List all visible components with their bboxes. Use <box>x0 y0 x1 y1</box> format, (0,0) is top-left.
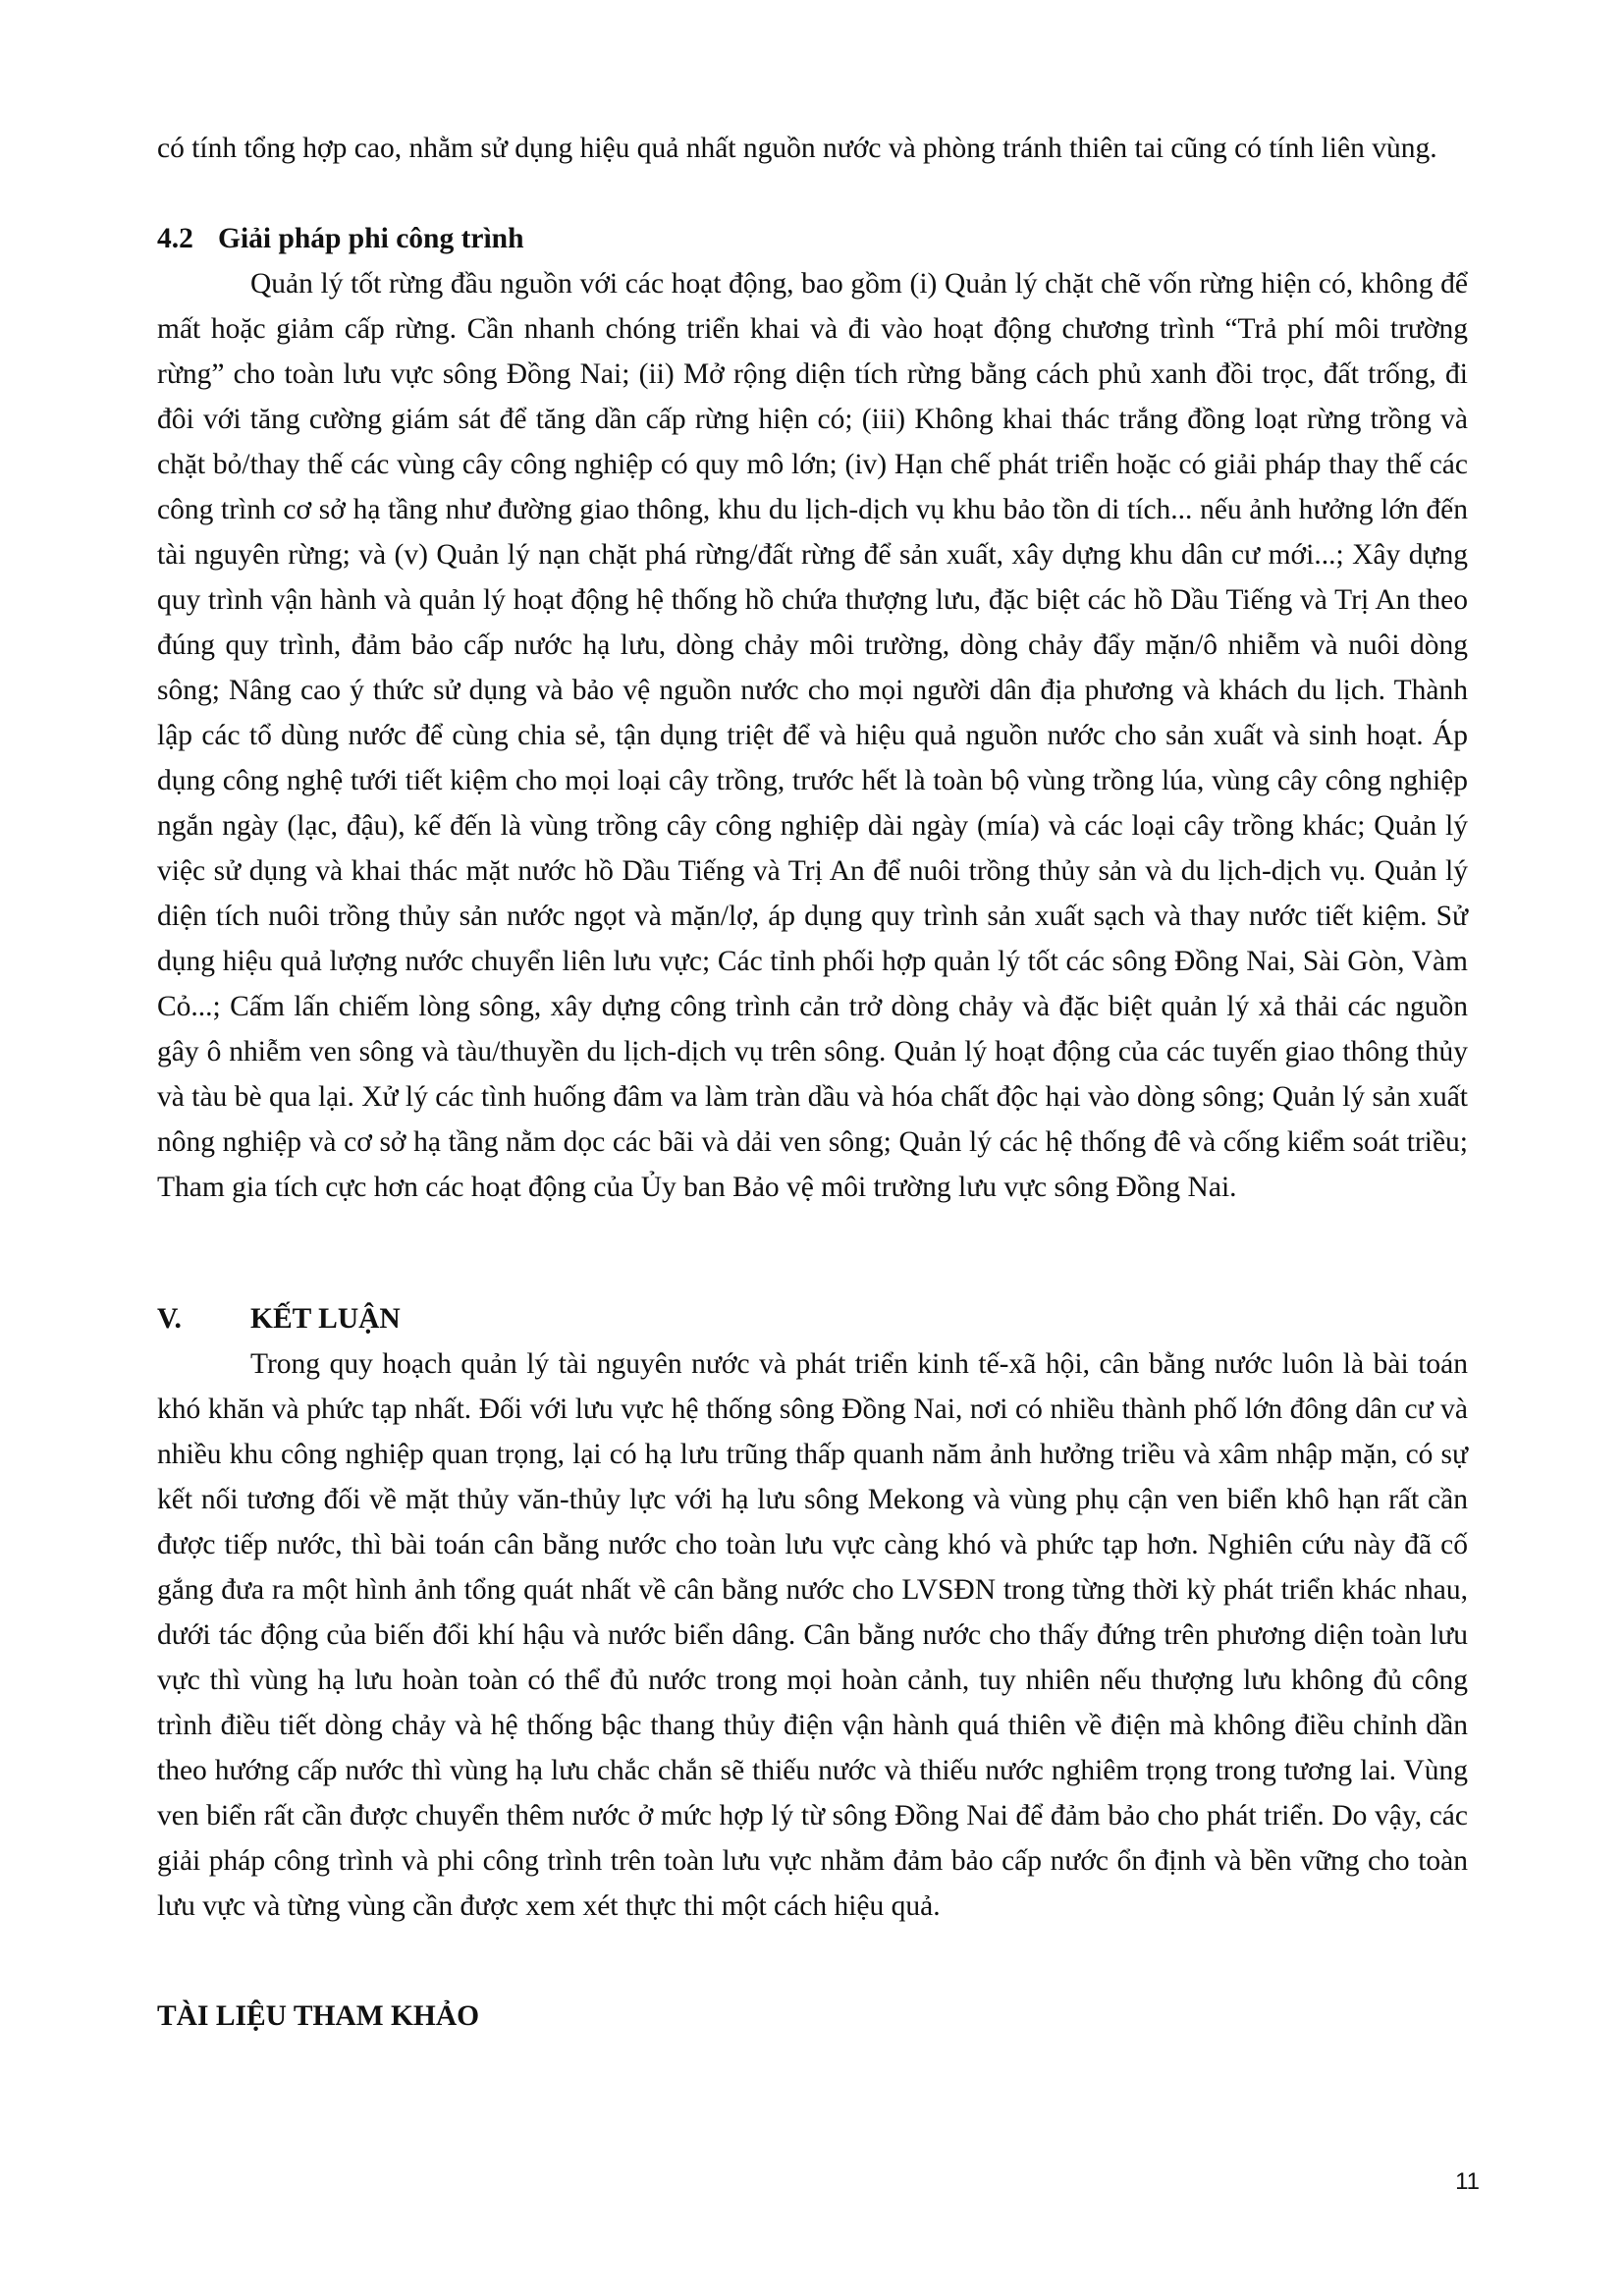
page-number: 11 <box>1455 2168 1480 2195</box>
section-v-block <box>157 1341 1468 1929</box>
intro-paragraph: có tính tổng hợp cao, nhằm sử dụng hiệu quả nhất nguồn nước và phòng tránh thiên tai cũng có tính liên vùng. <box>157 133 1437 164</box>
section-v-number: V. <box>157 1303 182 1335</box>
references-heading: TÀI LIỆU THAM KHẢO <box>157 2000 480 2032</box>
section-4-2-heading <box>157 216 524 261</box>
section-v-title: KẾT LUẬN <box>250 1303 401 1335</box>
section-4-2-block <box>157 261 1468 1210</box>
section-4-2-paragraph: Quản lý tốt rừng đầu nguồn với các hoạt động, bao gồm (i) Quản lý chặt chẽ vốn rừng hiện có, không để mất hoặc giảm cấp rừng. Cần nhanh chóng triển khai và đi vào hoạt động chương trình “Trả phí môi trường rừng” cho toàn lưu vực sông Đồng Nai; (ii) Mở rộng diện tích rừng bằng cách phủ xanh đồi trọc, đất trống, đi đôi với tăng cường giám sát để tăng dần cấp rừng hiện có; (iii) Không khai thác trắng đồng loạt rừng trồng và chặt bỏ/thay thế các vùng cây công nghiệp có quy mô lớn; (iv) Hạn chế phát triển hoặc có giải pháp thay thế các công trình cơ sở hạ tầng như đường giao thông, khu du lịch-dịch vụ khu bảo tồn di tích... nếu ảnh hưởng lớn đến tài nguyên rừng; và (v) Quản lý nạn chặt phá rừng/đất rừng để sản xuất, xây dựng khu dân cư mới...; Xây dựng quy trình vận hành và quản lý hoạt động hệ thống hồ chứa thượng lưu, đặc biệt các hồ Dầu Tiếng và Trị An theo đúng quy trình, đảm bảo cấp nước hạ lưu, dòng chảy môi trường, dòng chảy đẩy mặn/ô nhiễm và nuôi dòng sông; Nâng cao ý thức sử dụng và bảo vệ nguồn nước cho mọi người dân địa phương và khách du lịch. Thành lập các tổ dùng nước để cùng chia sẻ, tận dụng triệt để và hiệu quả nguồn nước cho sản xuất và sinh hoạt. Áp dụng công nghệ tưới tiết kiệm cho mọi loại cây trồng, trước hết là toàn bộ vùng trồng lúa, vùng cây công nghiệp ngắn ngày (lạc, đậu), kế đến là vùng trồng cây công nghiệp dài ngày (mía) và các loại cây trồng khác; Quản lý việc sử dụng và khai thác mặt nước hồ Dầu Tiếng và Trị An để nuôi trồng thủy sản và du lịch-dịch vụ. Quản lý diện tích nuôi trồng thủy sản nước ngọt và mặn/lợ, áp dụng quy trình sản xuất sạch và thay nước tiết kiệm. Sử dụng hiệu quả lượng nước chuyển liên lưu vực; Các tỉnh phối hợp quản lý tốt các sông Đồng Nai, Sài Gòn, Vàm Cỏ...; Cấm lấn chiếm lòng sông, xây dựng công trình cản trở dòng chảy và đặc biệt quản lý xả thải các nguồn gây ô nhiễm ven sông và tàu/thuyền du lịch-dịch vụ trên sông. Quản lý hoạt động của các tuyến giao thông thủy và tàu bè qua lại. Xử lý các tình huống đâm va làm tràn dầu và hóa chất độc hại vào dòng sông; Quản lý sản xuất nông nghiệp và cơ sở hạ tầng nằm dọc các bãi và dải ven sông; Quản lý các hệ thống đê và cống kiểm soát triều; Tham gia tích cực hơn các hoạt động của Ủy ban Bảo vệ môi trường lưu vực sông Đồng Nai. <box>157 268 1468 1203</box>
section-4-2-title: Giải pháp phi công trình <box>218 223 524 254</box>
section-4-2-number: 4.2 <box>157 223 193 254</box>
intro-block <box>157 126 1468 171</box>
section-v-heading <box>157 1296 401 1341</box>
conclusion-paragraph: Trong quy hoạch quản lý tài nguyên nước và phát triển kinh tế-xã hội, cân bằng nước luôn là bài toán khó khăn và phức tạp nhất. Đối với lưu vực hệ thống sông Đồng Nai, nơi có nhiều thành phố lớn đông dân cư và nhiều khu công nghiệp quan trọng, lại có hạ lưu trũng thấp quanh năm ảnh hưởng triều và xâm nhập mặn, có sự kết nối tương đối về mặt thủy văn-thủy lực với hạ lưu sông Mekong và vùng phụ cận ven biển khô hạn rất cần được tiếp nước, thì bài toán cân bằng nước cho toàn lưu vực càng khó và phức tạp hơn. Nghiên cứu này đã cố gắng đưa ra một hình ảnh tổng quát nhất về cân bằng nước cho LVSĐN trong từng thời kỳ phát triển khác nhau, dưới tác động của biến đổi khí hậu và nước biển dâng. Cân bằng nước cho thấy đứng trên phương diện toàn lưu vực thì vùng hạ lưu hoàn toàn có thể đủ nước trong mọi hoàn cảnh, tuy nhiên nếu thượng lưu không đủ công trình điều tiết dòng chảy và hệ thống bậc thang thủy điện vận hành quá thiên về điện mà không điều chỉnh dần theo hướng cấp nước thì vùng hạ lưu chắc chắn sẽ thiếu nước và thiếu nước nghiêm trọng trong tương lai. Vùng ven biển rất cần được chuyển thêm nước ở mức hợp lý từ sông Đồng Nai để đảm bảo cho phát triển. Do vậy, các giải pháp công trình và phi công trình trên toàn lưu vực nhằm đảm bảo cấp nước ổn định và bền vững cho toàn lưu vực và từng vùng cần được xem xét thực thi một cách hiệu quả. <box>157 1348 1468 1922</box>
